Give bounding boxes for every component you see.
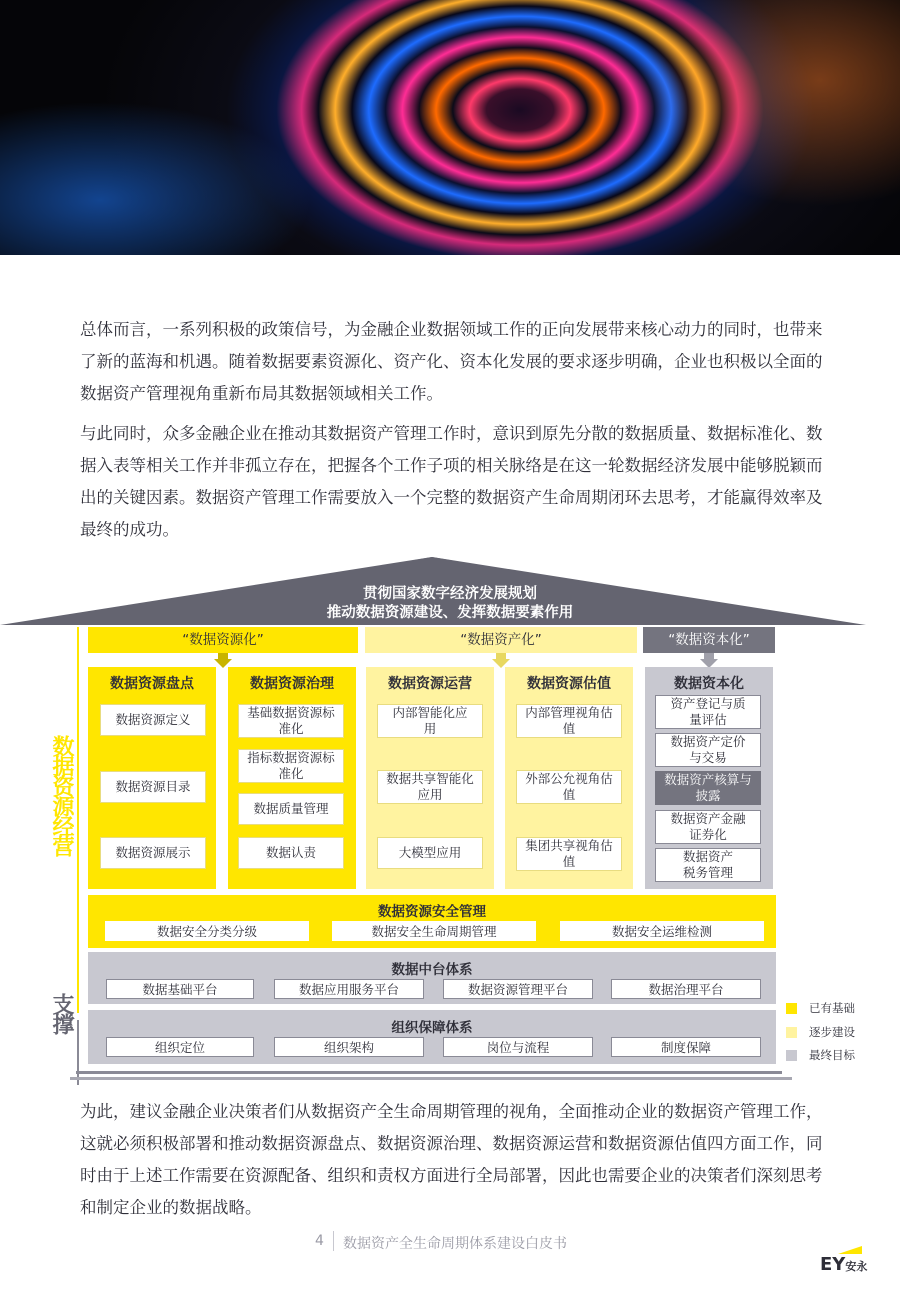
phase-resource: “数据资源化”	[88, 627, 358, 653]
band-item: 数据治理平台	[611, 979, 761, 999]
base-line	[76, 1071, 782, 1074]
ey-logo: EY安永	[820, 1254, 867, 1275]
phase-capital: “数据资本化”	[643, 627, 775, 653]
column-title: 数据资本化	[674, 676, 744, 692]
column-title: 数据资源治理	[250, 676, 334, 692]
column-governance	[228, 667, 356, 889]
band-item: 数据资源管理平台	[443, 979, 593, 999]
paragraph-intro: 总体而言，一系列积极的政策信号，为金融企业数据领域工作的正向发展带来核心动力的同时，也带来了新的蓝海和机遇。随着数据要素资源化、资产化、资本化发展的要求逐步明确，企业也积极以全面的数据资产管理视角重新布局其数据领域相关工作。	[80, 320, 823, 403]
item-box: 数据资产金融证券化	[655, 810, 761, 844]
item-box-highlight: 数据资产核算与披露	[655, 771, 761, 805]
phase-asset: “数据资产化”	[365, 627, 637, 653]
legend-item: 最终目标	[786, 1047, 855, 1063]
band-item: 组织定位	[106, 1037, 254, 1057]
paragraph-context: 与此同时，众多金融企业在推动其数据资产管理工作时，意识到原先分散的数据质量、数据标准化、数据入表等相关工作并非孤立存在，把握各个工作子项的相关脉络是在这一轮数据经济发展中能够脱颖而出的关键因素。数据资产管理工作需要放入一个完整的数据资产生命周期闭环去思考，才能赢得效率及最终的成功。	[80, 424, 823, 539]
legend-swatch	[786, 1050, 797, 1061]
band-title: 数据资源安全管理	[378, 904, 486, 920]
band-security	[88, 895, 776, 948]
band-item: 数据安全运维检测	[560, 921, 764, 941]
column-title: 数据资源盘点	[110, 676, 194, 692]
side-label-operations: 数据资源经营	[49, 735, 74, 855]
hero-image	[0, 0, 900, 255]
band-title: 组织保障体系	[391, 1020, 473, 1036]
item-box: 数据资产税务管理	[655, 848, 761, 882]
item-box: 数据共享智能化应用	[377, 770, 483, 804]
band-item: 数据安全分类分级	[105, 921, 309, 941]
item-box: 数据质量管理	[238, 793, 344, 825]
column-title: 数据资源估值	[527, 676, 611, 692]
column-title: 数据资源运营	[388, 676, 472, 692]
page-number: 4	[315, 1233, 324, 1249]
side-label-support: 支撑	[49, 993, 74, 1033]
item-box: 数据资源目录	[100, 771, 206, 803]
band-item: 组织架构	[274, 1037, 424, 1057]
roof-title-line2: 推动数据资源建设、发挥数据要素作用	[326, 605, 574, 621]
column-operation	[366, 667, 494, 889]
item-box: 集团共享视角估值	[516, 837, 622, 871]
legend-item: 逐步建设	[786, 1024, 855, 1040]
item-box: 数据资源展示	[100, 837, 206, 869]
footer-divider	[333, 1231, 334, 1251]
data-asset-framework-diagram	[0, 555, 900, 1090]
band-item: 岗位与流程	[443, 1037, 593, 1057]
item-box: 外部公允视角估值	[516, 770, 622, 804]
roof-title-line1: 贯彻国家数字经济发展规划	[363, 586, 537, 602]
legend-item: 已有基础	[786, 1000, 855, 1016]
legend-swatch	[786, 1027, 797, 1038]
item-box: 数据认责	[238, 837, 344, 869]
paragraph-recommendation: 为此，建议金融企业决策者们从数据资产全生命周期管理的视角，全面推动企业的数据资产管理工作，这就必须积极部署和推动数据资源盘点、数据资源治理、数据资源运营和数据资源估值四方面工作，同时由于上述工作需要在资源配备、组织和责权方面进行全局部署，因此也需要企业的决策者们深刻思考和制定企业的数据战略。	[80, 1102, 823, 1217]
footer-title: 数据资产全生命周期体系建设白皮书	[343, 1236, 567, 1252]
item-box: 内部智能化应用	[377, 704, 483, 738]
base-line	[70, 1077, 792, 1080]
item-box: 基础数据资源标准化	[238, 704, 344, 738]
band-organization	[88, 1010, 776, 1064]
band-item: 数据应用服务平台	[274, 979, 424, 999]
column-valuation	[505, 667, 633, 889]
item-box: 数据资产定价与交易	[655, 733, 761, 767]
column-inventory	[88, 667, 216, 889]
item-box: 大模型应用	[377, 837, 483, 869]
band-title: 数据中台体系	[391, 962, 473, 978]
band-item: 数据基础平台	[106, 979, 254, 999]
item-box: 数据资源定义	[100, 704, 206, 736]
legend-swatch	[786, 1003, 797, 1014]
column-capitalization	[645, 667, 773, 889]
item-box: 资产登记与质量评估	[655, 695, 761, 729]
item-box: 指标数据资源标准化	[238, 749, 344, 783]
item-box: 内部管理视角估值	[516, 704, 622, 738]
band-item: 制度保障	[611, 1037, 761, 1057]
band-item: 数据安全生命周期管理	[332, 921, 536, 941]
band-middle-platform	[88, 952, 776, 1004]
